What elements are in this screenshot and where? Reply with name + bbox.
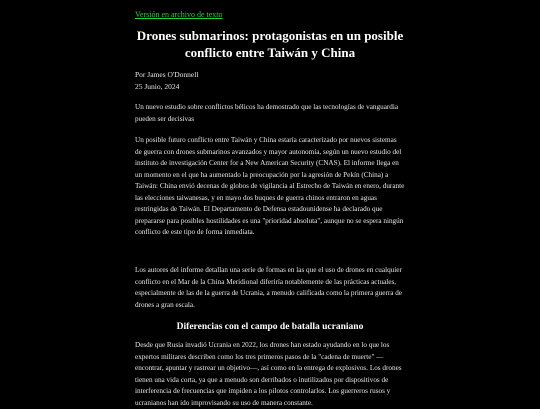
article-lead: Un nuevo estudio sobre conflictos bélicos ha demostrado que las tecnologías de vanguardia pueden ser decisivas — [135, 103, 399, 123]
section-heading: Diferencias con el campo de batalla ucraniano — [176, 322, 364, 332]
text-archive-link[interactable]: Versión en archivo de texto — [135, 10, 223, 19]
article-date: 25 Junio, 2024 — [135, 82, 180, 91]
article-title: Drones submarinos: protagonistas en un posible conflicto entre Taiwán y China — [136, 28, 404, 60]
article-page — [135, 0, 405, 405]
article-paragraph-1: Un posible futuro conflicto entre Taiwán y China estaría caracterizado por nuevos sistemas de guerra con drones submarinos avanzados y mayor autonomía, según un nuevo estudio del instituto de investigación Center for a New American Security (CNAS). El informe llega en un momento en el que ha aumentado la preocupación por la agresión de Pekín (China) a Taiwán: China envió decenas de globos de vigilancia al Estrecho de Taiwán en enero, durante las elecciones taiwanesas, y en mayo dos buques de guerra chinos entraron en aguas restringidas de Taiwán. El Departamento de Defensa estadounidense ha declarado que prepararse para posibles hostilidades es una "prioridad absoluta", aunque no se espera ningún conflicto de este tipo de forma inmediata. — [135, 136, 405, 236]
article-author: Por James O'Donnell — [135, 70, 199, 79]
article-paragraph-3: Desde que Rusia invadió Ucrania en 2022, los drones han estado ayudando en lo que los expertos militares describen como los tres primeros pasos de la "cadena de muerte" —encontrar, apuntar y rastrear un objetivo—, así como en la entrega de explosivos. Los drones tienen una vida corta, ya que a menudo son derribados o inutilizados por dispositivos de interferencia de frecuencias que impiden a los pilotos controlarlos. Los guerreros rusos y ucranianos han ido improvisando su uso de manera constante. — [135, 341, 402, 407]
article-paragraph-2: Los autores del informe detallan una serie de formas en las que el uso de drones en cualquier conflicto en el Mar de la China Meridional diferiría notablemente de las prácticas actuales, especialmente de las de la guerra de Ucrania, a menudo calificada como la primera guerra de drones a gran escala. — [135, 266, 402, 309]
